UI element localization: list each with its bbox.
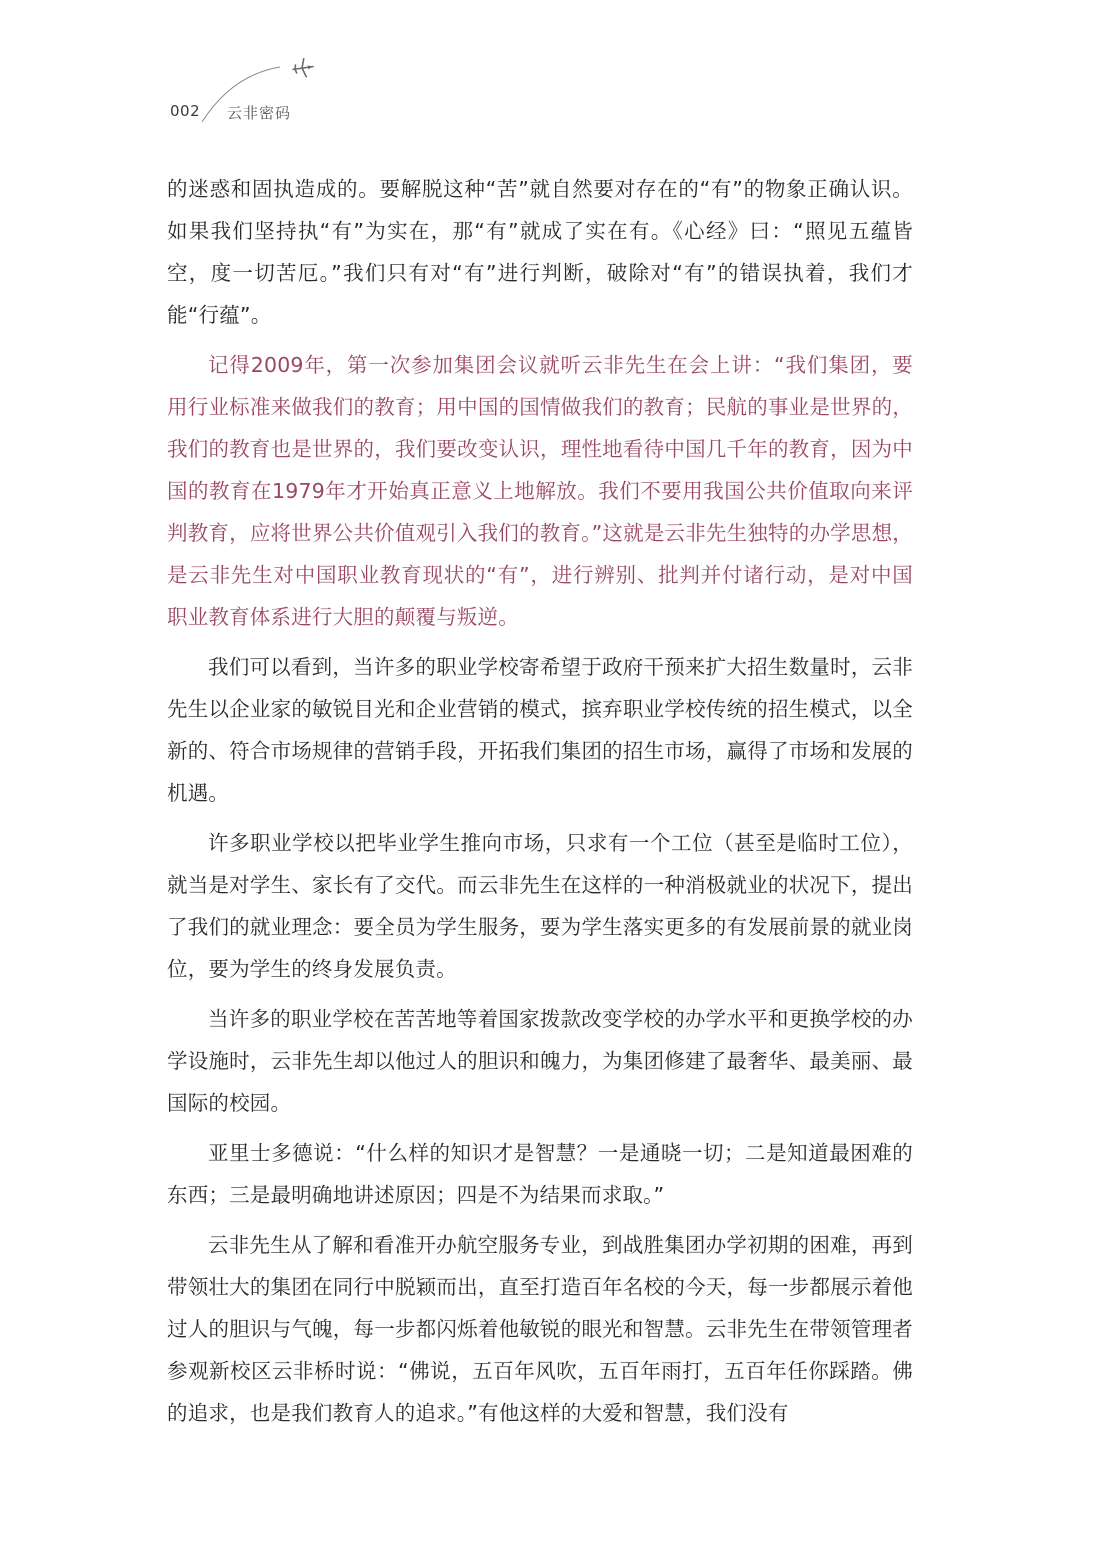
page-number: 002: [170, 102, 201, 120]
header-decoration: [0, 0, 1100, 140]
paragraph-4: 许多职业学校以把毕业学生推向市场，只求有一个工位（甚至是临时工位），就当是对学生、家长有了交代。而云非先生在这样的一种消极就业的状况下，提出了我们的就业理念：要全员为学生服务，要为学生落实更多的有发展前景的就业岗位，要为学生的终身发展负责。: [167, 831, 913, 981]
body-text: [167, 168, 913, 1442]
book-title: 云非密码: [227, 104, 292, 122]
airplane-icon: [292, 58, 314, 79]
paragraph-2-highlighted: 记得2009年，第一次参加集团会议就听云非先生在会上讲：“我们集团，要用行业标准来做我们的教育；用中国的国情做我们的教育；民航的事业是世界的，我们的教育也是世界的，我们要改变认识，理性地看待中国几千年的教育，因为中国的教育在1979年才开始真正意义上地解放。我们不要用我国公共价值取向来评判教育，应将世界公共价值观引入我们的教育。”这就是云非先生独特的办学思想，是云非先生对中国职业教育现状的“有”，进行辨别、批判并付诸行动，是对中国职业教育体系进行大胆的颠覆与叛逆。: [167, 353, 913, 629]
page-header: [0, 0, 1100, 140]
paragraph-5: 当许多的职业学校在苦苦地等着国家拨款改变学校的办学水平和更换学校的办学设施时，云非先生却以他过人的胆识和魄力，为集团修建了最奢华、最美丽、最国际的校园。: [167, 1007, 913, 1115]
paragraph-1: 的迷惑和固执造成的。要解脱这种“苦”就自然要对存在的“有”的物象正确认识。如果我们坚持执“有”为实在，那“有”就成了实在有。《心经》曰：“照见五蕴皆空，度一切苦厄。”我们只有对“有”进行判断，破除对“有”的错误执着，我们才能“行蕴”。: [167, 177, 913, 327]
paragraph-7: 云非先生从了解和看准开办航空服务专业，到战胜集团办学初期的困难，再到带领壮大的集团在同行中脱颖而出，直至打造百年名校的今天，每一步都展示着他过人的胆识与气魄，每一步都闪烁着他敏锐的眼光和智慧。云非先生在带领管理者参观新校区云非桥时说：“佛说，五百年风吹，五百年雨打，五百年任你踩踏。佛的追求，也是我们教育人的追求。”有他这样的大爱和智慧，我们没有: [167, 1233, 913, 1425]
paragraph-3: 我们可以看到，当许多的职业学校寄希望于政府干预来扩大招生数量时，云非先生以企业家的敏锐目光和企业营销的模式，摈弃职业学校传统的招生模式，以全新的、符合市场规律的营销手段，开拓我们集团的招生市场，赢得了市场和发展的机遇。: [167, 655, 913, 805]
paragraph-6: 亚里士多德说：“什么样的知识才是智慧？一是通晓一切；二是知道最困难的东西；三是最明确地讲述原因；四是不为结果而求取。”: [167, 1141, 913, 1207]
